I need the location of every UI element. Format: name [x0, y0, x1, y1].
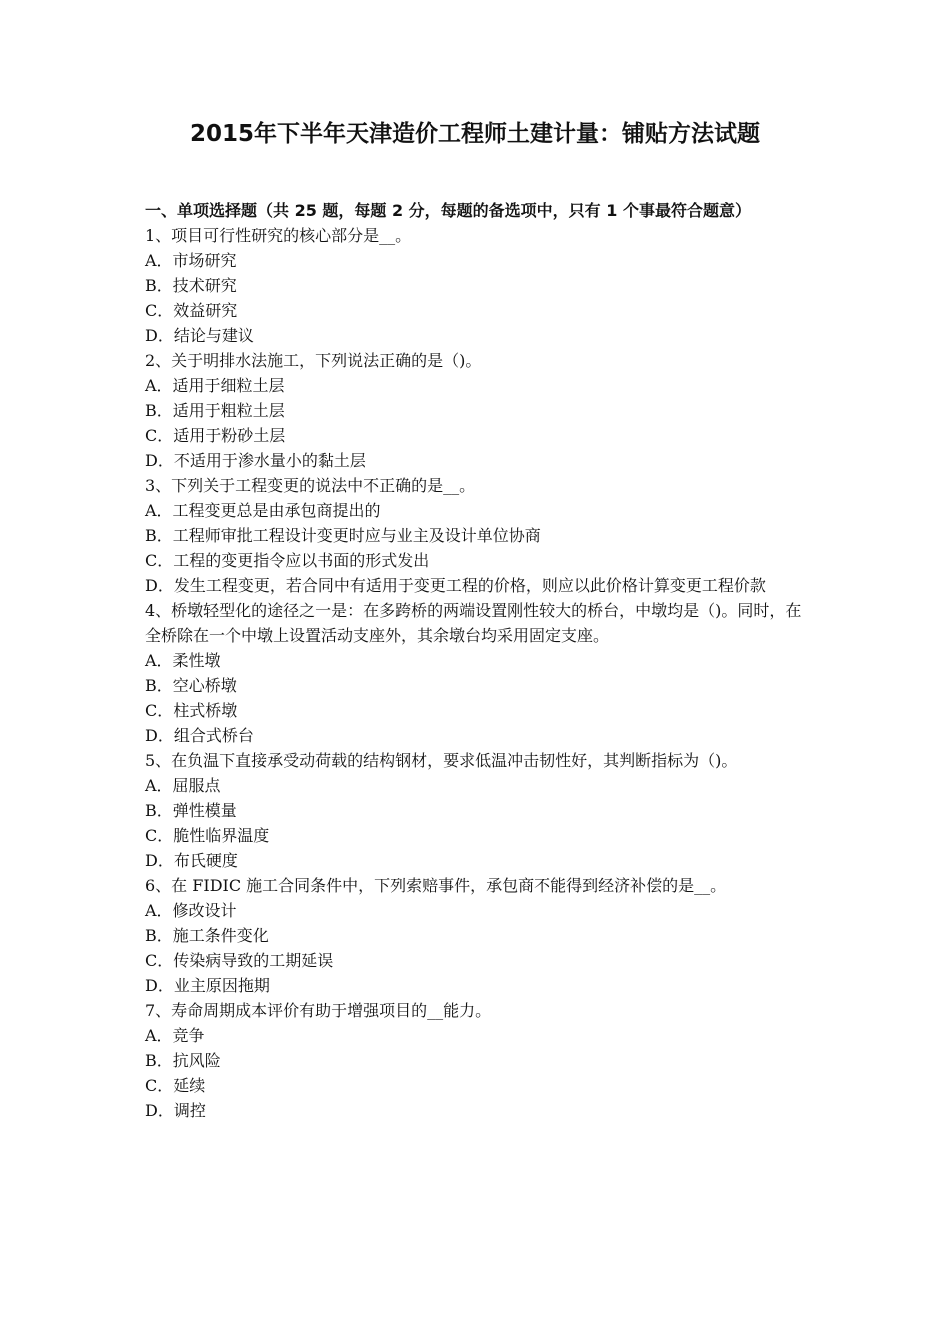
option-b: B．施工条件变化 [145, 926, 269, 945]
option-b: B．技术研究 [145, 276, 237, 295]
option-c: C．工程的变更指令应以书面的形式发出 [145, 551, 430, 570]
question-1 [145, 223, 813, 348]
option-d: D．不适用于渗水量小的黏土层 [145, 451, 366, 470]
question-stem: 1、项目可行性研究的核心部分是__。 [145, 226, 412, 245]
option-c: C．效益研究 [145, 301, 238, 320]
question-stem: 2、关于明排水法施工，下列说法正确的是（)。 [145, 351, 482, 370]
option-a: A．柔性墩 [145, 651, 221, 670]
option-d: D．结论与建议 [145, 326, 254, 345]
option-c: C．柱式桥墩 [145, 701, 238, 720]
option-b: B．弹性模量 [145, 801, 237, 820]
option-d: D．布氏硬度 [145, 851, 238, 870]
question-2 [145, 348, 813, 473]
question-6 [145, 873, 813, 998]
question-7 [145, 998, 813, 1123]
option-d: D．业主原因拖期 [145, 976, 270, 995]
question-stem: 5、在负温下直接承受动荷载的结构钢材，要求低温冲击韧性好，其判断指标为（)。 [145, 751, 738, 770]
question-stem: 7、寿命周期成本评价有助于增强项目的__能力。 [145, 1001, 492, 1020]
option-b: B．抗风险 [145, 1051, 221, 1070]
option-a: A．修改设计 [145, 901, 237, 920]
document-body [145, 198, 813, 1123]
option-a: A．竞争 [145, 1026, 205, 1045]
option-a: A．屈服点 [145, 776, 221, 795]
option-d: D．组合式桥台 [145, 726, 254, 745]
option-b: B．空心桥墩 [145, 676, 237, 695]
option-c: C．脆性临界温度 [145, 826, 270, 845]
option-c: C．传染病导致的工期延误 [145, 951, 334, 970]
option-b: B．适用于粗粒土层 [145, 401, 285, 420]
option-c: C．适用于粉砂土层 [145, 426, 286, 445]
question-5 [145, 748, 813, 873]
option-d: D．发生工程变更，若合同中有适用于变更工程的价格，则应以此价格计算变更工程价款 [145, 576, 766, 595]
question-3 [145, 473, 813, 598]
question-stem: 3、下列关于工程变更的说法中不正确的是__。 [145, 476, 476, 495]
option-d: D．调控 [145, 1101, 206, 1120]
option-b: B．工程师审批工程设计变更时应与业主及设计单位协商 [145, 526, 541, 545]
option-c: C．延续 [145, 1076, 206, 1095]
question-stem: 6、在 FIDIC 施工合同条件中，下列索赔事件，承包商不能得到经济补偿的是__。 [145, 876, 727, 895]
section-heading: 一、单项选择题（共 25 题，每题 2 分，每题的备选项中，只有 1 个事最符合题意） [145, 201, 751, 220]
question-stem: 4、桥墩轻型化的途径之一是：在多跨桥的两端设置刚性较大的桥台，中墩均是（)。同时，在全桥除在一个中墩上设置活动支座外，其余墩台均采用固定支座。 [145, 601, 802, 645]
page-title: 2015年下半年天津造价工程师土建计量：铺贴方法试题 [189, 121, 760, 147]
option-a: A．市场研究 [145, 251, 237, 270]
question-4 [145, 598, 813, 748]
option-a: A．工程变更总是由承包商提出的 [145, 501, 381, 520]
option-a: A．适用于细粒土层 [145, 376, 285, 395]
